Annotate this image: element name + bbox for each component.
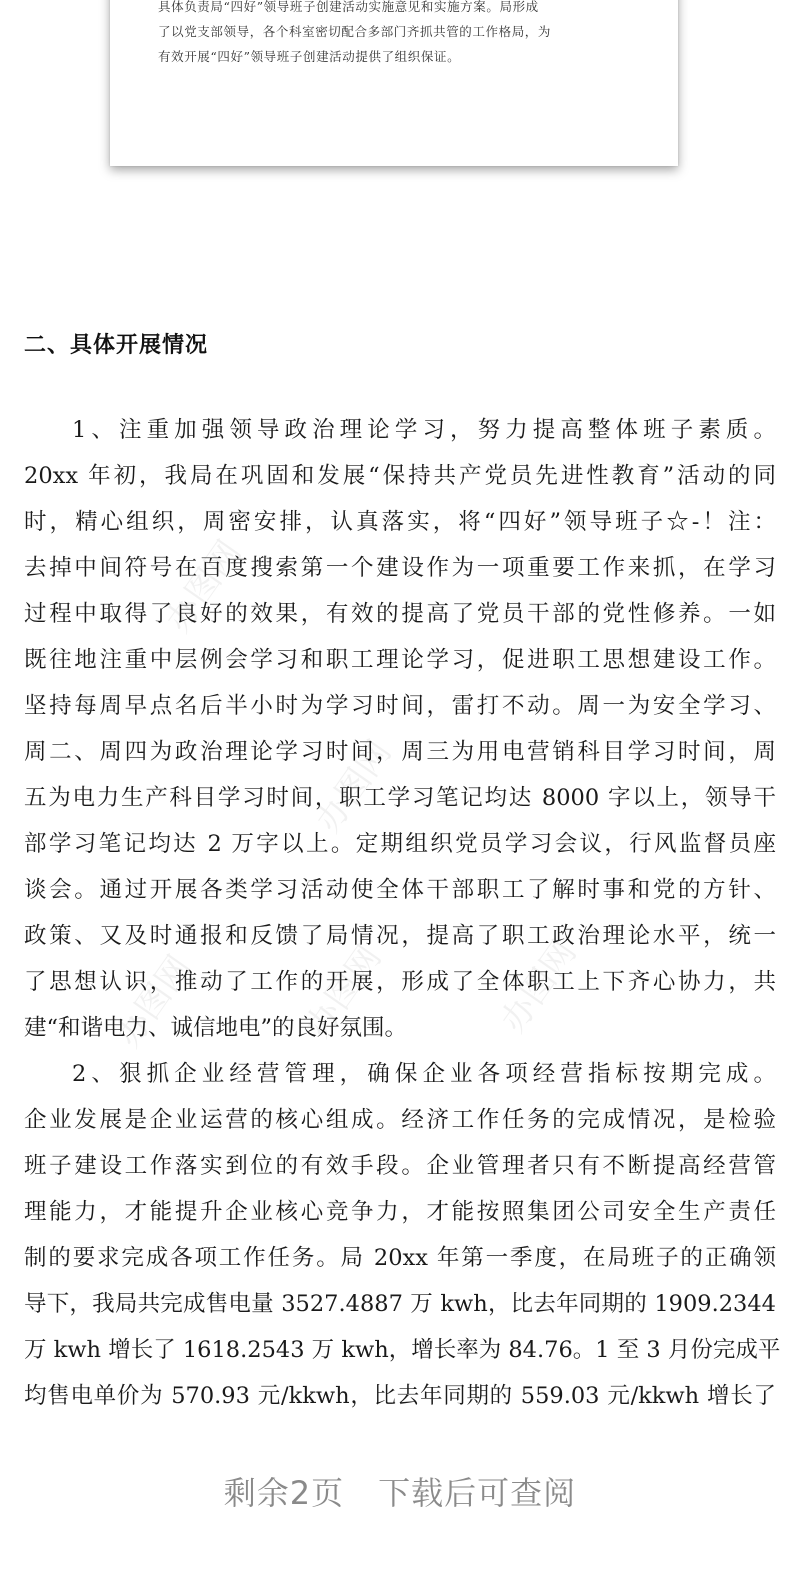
document-page-card [110, 0, 678, 166]
card-text-line: 了以党支部领导，各个科室密切配合多部门齐抓共管的工作格局，为 [158, 24, 552, 39]
paragraph-line: 五为电力生产科目学习时间，职工学习笔记均达 8000 字以上，领导干 [24, 785, 776, 811]
paragraph-line: 周二、周四为政治理论学习时间，周三为用电营销科目学习时间，周 [24, 739, 776, 765]
watermark: 办图网 [308, 733, 400, 840]
watermark: 办图网 [298, 938, 390, 1045]
paragraph-line: 导下，我局共完成售电量 3527.4887 万 kwh，比去年同期的 1909.2344 [24, 1291, 776, 1317]
paragraph-line: 政策、又及时通报和反馈了局情况，提高了职工政治理论水平，统一 [24, 923, 776, 949]
download-to-view-link[interactable]: 下载后可查阅 [378, 1474, 577, 1512]
paragraph-line: 万 kwh 增长了 1618.2543 万 kwh，增长率为 84.76。1 至 3 月份完成平 [24, 1337, 781, 1363]
paragraph-line: 制的要求完成各项工作任务。局 20xx 年第一季度，在局班子的正确领 [24, 1245, 776, 1271]
card-text-line: 有效开展“四好”领导班子创建活动提供了组织保证。 [158, 49, 461, 64]
paragraph-line: 班子建设工作落实到位的有效手段。企业管理者只有不断提高经营管 [24, 1153, 776, 1179]
download-prompt[interactable] [0, 1468, 800, 1514]
watermark: 办图网 [158, 533, 250, 640]
paragraph-line: 谈会。通过开展各类学习活动使全体干部职工了解时事和党的方针、 [24, 877, 776, 903]
paragraph-line: 部学习笔记均达 2 万字以上。定期组织党员学习会议，行风监督员座 [24, 831, 776, 857]
paragraph-line: 理能力，才能提升企业核心竞争力，才能按照集团公司安全生产责任 [24, 1199, 776, 1225]
paragraph-line: 1、注重加强领导政治理论学习，努力提高整体班子素质。 [72, 417, 776, 443]
remaining-pages-label[interactable]: 剩余2页 [223, 1474, 345, 1512]
section-heading: 二、具体开展情况 [24, 333, 209, 358]
watermark: 办图网 [493, 933, 585, 1040]
card-text-block [158, 0, 638, 69]
paragraph-line: 20xx 年初，我局在巩固和发展“保持共产党员先进性教育”活动的同 [24, 463, 776, 489]
paragraph-line: 时，精心组织，周密安排，认真落实，将“四好”领导班子☆-！注： [24, 509, 776, 535]
paragraph-line: 企业发展是企业运营的核心组成。经济工作任务的完成情况，是检验 [24, 1107, 776, 1133]
paragraph-line: 既往地注重中层例会学习和职工理论学习，促进职工思想建设工作。 [24, 647, 776, 673]
paragraph-line: 建“和谐电力、诚信地电”的良好氛围。 [24, 1015, 408, 1041]
paragraph-line: 去掉中间符号在百度搜索第一个建设作为一项重要工作来抓，在学习 [24, 555, 776, 581]
watermark: 办图网 [108, 948, 200, 1055]
paragraph-line: 过程中取得了良好的效果，有效的提高了党员干部的党性修养。一如 [24, 601, 776, 627]
paragraph-line: 2、狠抓企业经营管理，确保企业各项经营指标按期完成。 [72, 1061, 776, 1087]
paragraph-line: 了思想认识，推动了工作的开展，形成了全体职工上下齐心协力，共 [24, 969, 776, 995]
card-text-line: 具体负责局“四好”领导班子创建活动实施意见和实施方案。局形成 [158, 0, 539, 14]
paragraph-line: 均售电单价为 570.93 元/kkwh，比去年同期的 559.03 元/kkwh 增长了 [24, 1383, 776, 1409]
paragraph-line: 坚持每周早点名后半小时为学习时间，雷打不动。周一为安全学习、 [24, 693, 776, 719]
